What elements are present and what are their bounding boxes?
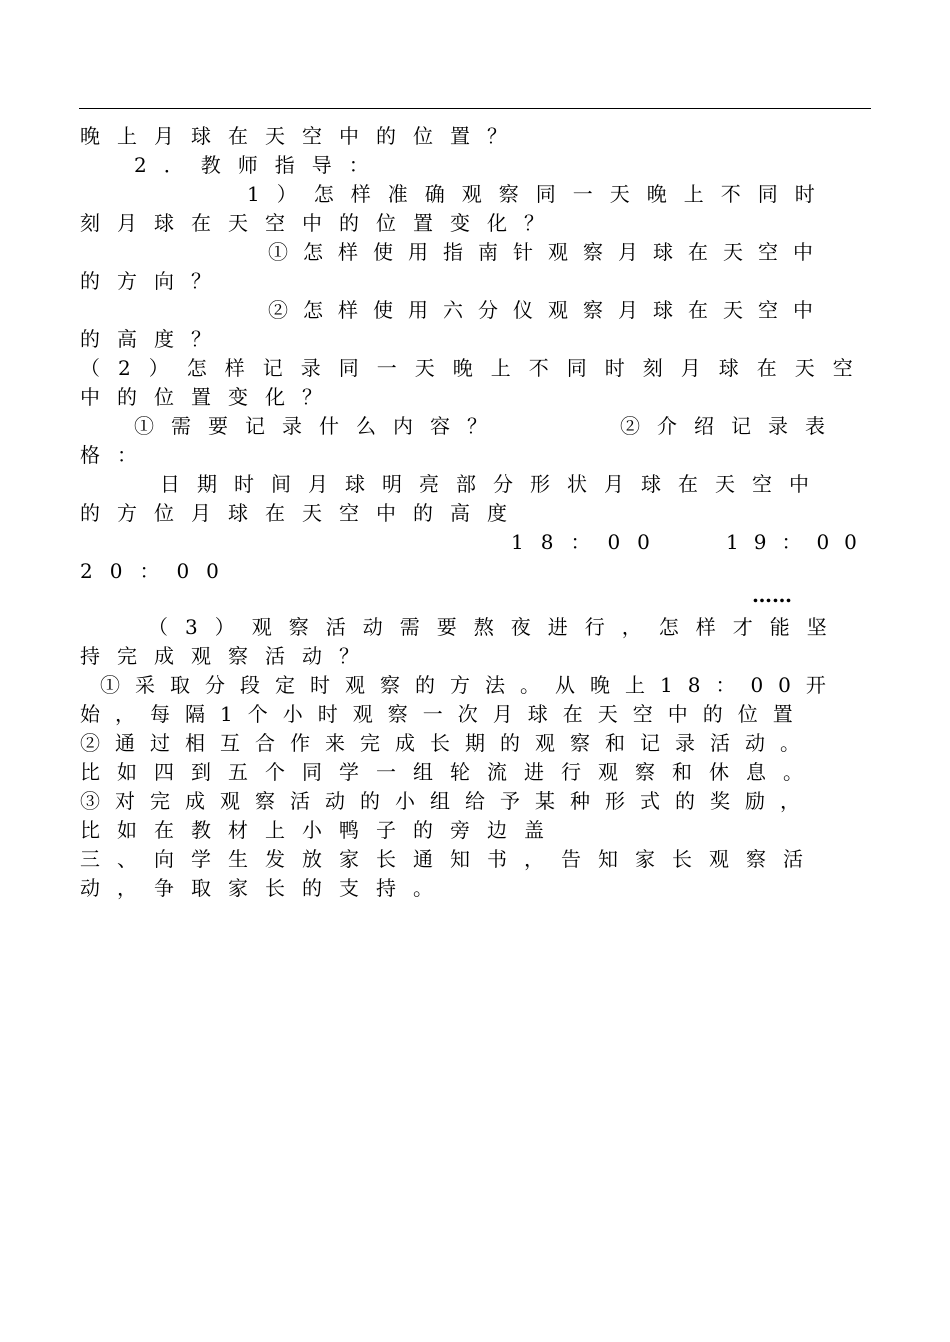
text-line-7: ②怎样使用六分仪观察月球在天空中 bbox=[268, 298, 828, 322]
text-line-4: 刻月球在天空中的位置变化？ bbox=[80, 211, 561, 235]
text-line-26: ③对完成观察活动的小组给予某种形式的奖励， bbox=[80, 789, 815, 813]
text-line-29: 动，争取家长的支持。 bbox=[80, 876, 450, 900]
text-line-23: 始，每隔1个小时观察一次月球在天空中的位置 bbox=[80, 702, 808, 726]
text-line-8: 的高度？ bbox=[80, 327, 228, 351]
header-rule bbox=[79, 108, 871, 109]
text-line-25: 比如四到五个同学一组轮流进行观察和休息。 bbox=[80, 760, 820, 784]
time-1800: 18：00 bbox=[511, 530, 667, 554]
text-line-28: 三、向学生发放家长通知书，告知家长观察活 bbox=[80, 847, 820, 871]
text-line-10: 中的位置变化？ bbox=[80, 385, 339, 409]
text-line-1: 晚上月球在天空中的位置？ bbox=[80, 124, 524, 148]
table-header-line-2: 的方位月球在天空中的高度 bbox=[80, 501, 524, 525]
text-line-20: （3）观察活动需要熬夜进行，怎样才能坚 bbox=[148, 615, 844, 639]
text-line-12: ②介绍记录表 bbox=[620, 414, 842, 438]
time-1900: 19：00 bbox=[726, 530, 872, 554]
text-line-24: ②通过相互合作来完成长期的观察和记录活动。 bbox=[80, 731, 815, 755]
ellipsis: …… bbox=[752, 583, 792, 607]
text-line-9: （2）怎样记录同一天晚上不同时刻月球在天空 bbox=[80, 356, 871, 380]
text-line-13: 格： bbox=[80, 443, 154, 467]
text-line-27: 比如在教材上小鸭子的旁边盖 bbox=[80, 818, 561, 842]
text-line-22: ①采取分段定时观察的方法。从晚上18：00开 bbox=[100, 673, 841, 697]
text-line-2: 2．教师指导： bbox=[134, 153, 386, 177]
time-2000: 20：00 bbox=[80, 559, 236, 583]
table-header-line-1: 日期时间月球明亮部分形状月球在天空中 bbox=[160, 472, 826, 496]
text-line-5: ①怎样使用指南针观察月球在天空中 bbox=[268, 240, 828, 264]
text-line-11: ①需要记录什么内容？ bbox=[134, 414, 504, 438]
text-line-6: 的方向？ bbox=[80, 269, 228, 293]
text-line-21: 持完成观察活动？ bbox=[80, 644, 376, 668]
text-line-3: 1）怎样准确观察同一天晚上不同时 bbox=[247, 182, 832, 206]
